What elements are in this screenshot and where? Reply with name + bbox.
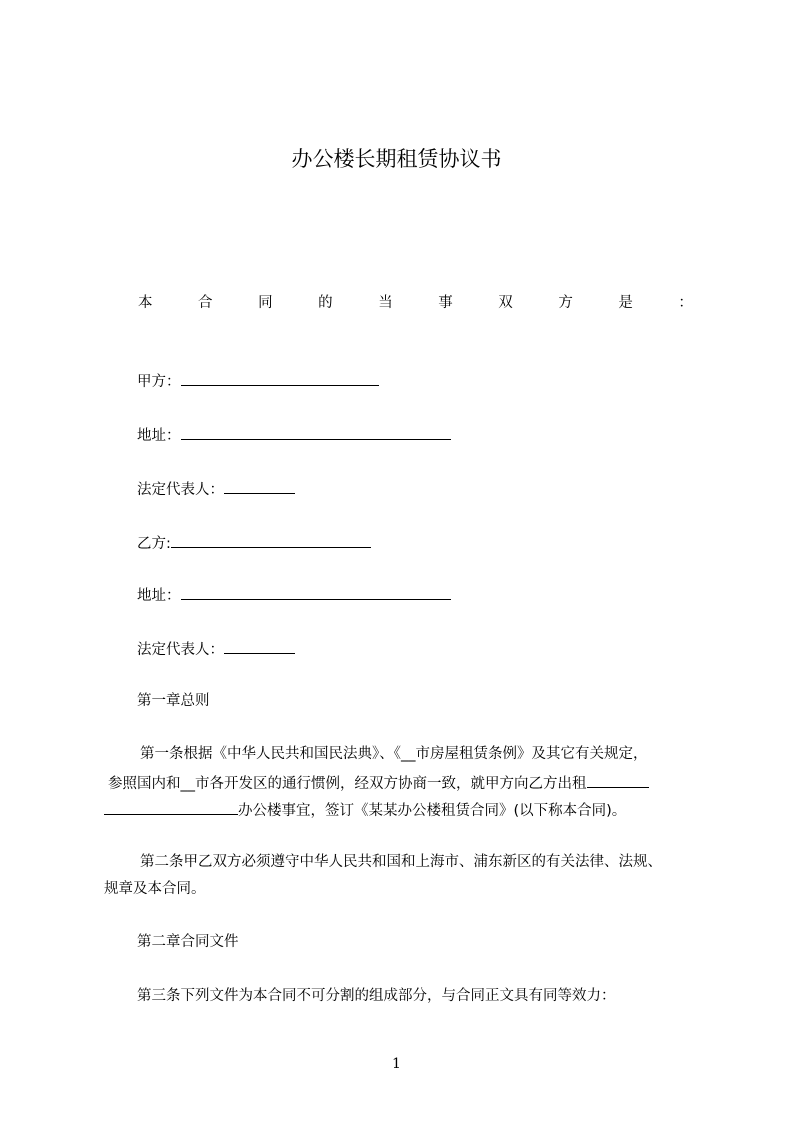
legal-rep-a-line <box>137 479 295 500</box>
article-1-line-2-text: 参照国内和__市各开发区的通行惯例，经双方协商一致，就甲方向乙方出租 <box>108 776 587 792</box>
parties-intro <box>138 291 693 312</box>
intro-char: 的 <box>318 295 333 311</box>
intro-char: 双 <box>498 295 513 311</box>
article-2-line-2: 规章及本合同。 <box>104 881 206 897</box>
chapter-1-title: 第一章总则 <box>137 693 210 709</box>
document-title: 办公楼长期租赁协议书 <box>291 147 502 171</box>
intro-char: ： <box>678 295 693 311</box>
property-blank-continued <box>104 800 238 815</box>
address-b-blank <box>181 585 451 600</box>
article-3-line-1: 第三条下列文件为本合同不可分割的组成部分，与合同正文具有同等效力： <box>137 988 616 1004</box>
intro-char: 事 <box>438 295 453 311</box>
intro-char: 是 <box>618 295 633 311</box>
address-b-line <box>137 585 451 606</box>
article-1-line-3 <box>104 800 626 821</box>
intro-char: 方 <box>558 295 573 311</box>
legal-rep-a-blank <box>224 479 295 494</box>
article-1-line-3-text: 办公楼事宜，签订《某某办公楼租赁合同》(以下称本合同)。 <box>238 803 627 819</box>
address-a-blank <box>181 425 451 440</box>
intro-char: 当 <box>378 295 393 311</box>
property-blank <box>587 773 649 788</box>
party-b-blank <box>171 533 371 548</box>
address-a-line <box>137 425 451 446</box>
legal-rep-b-line <box>137 639 295 660</box>
party-a-line <box>137 371 379 392</box>
intro-char: 合 <box>198 295 213 311</box>
party-b-line <box>137 533 371 554</box>
article-1-line-1: 第一条根据《中华人民共和国民法典》、《__市房屋租赁条例》及其它有关规定， <box>140 746 648 762</box>
address-a-label: 地址： <box>137 428 181 444</box>
party-a-label: 甲方： <box>137 374 181 390</box>
legal-rep-a-label: 法定代表人： <box>137 482 224 498</box>
article-1-line-2 <box>108 773 649 794</box>
article-2-line-1: 第二条甲乙双方必须遵守中华人民共和国和上海市、浦东新区的有关法律、法规、 <box>140 854 662 870</box>
chapter-2-title: 第二章合同文件 <box>137 934 239 950</box>
intro-char: 同 <box>258 295 273 311</box>
party-a-blank <box>181 371 379 386</box>
party-b-label: 乙方: <box>137 536 171 552</box>
legal-rep-b-label: 法定代表人： <box>137 642 224 658</box>
legal-rep-b-blank <box>224 639 295 654</box>
address-b-label: 地址： <box>137 588 181 604</box>
page-number: 1 <box>392 1056 401 1072</box>
intro-char: 本 <box>138 295 153 311</box>
